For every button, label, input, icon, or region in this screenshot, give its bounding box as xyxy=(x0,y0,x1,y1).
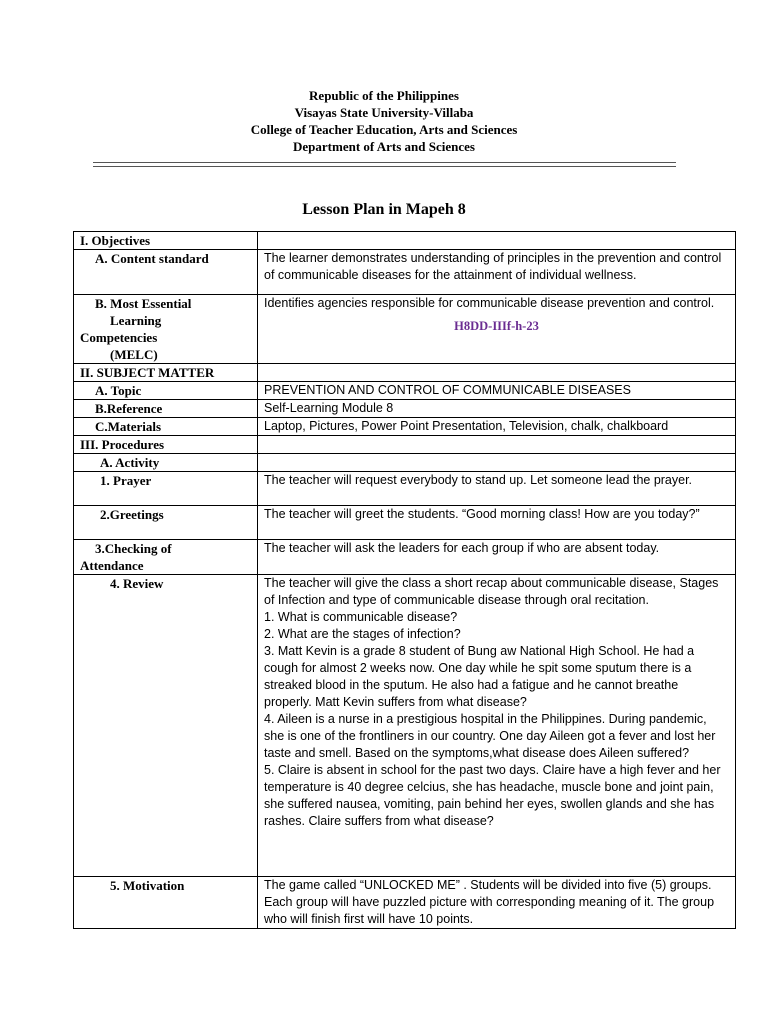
content-standard-label: A. Content standard xyxy=(74,250,258,295)
objectives-value xyxy=(258,232,736,250)
subject-matter-value xyxy=(258,364,736,382)
header-divider-top xyxy=(93,162,676,163)
table-row xyxy=(74,472,736,506)
table-row xyxy=(74,877,736,929)
header-divider-bottom xyxy=(93,166,676,167)
review-intro: The teacher will give the class a short recap about communicable disease, Stages of Infection and type of communicable disease through oral recitation. xyxy=(264,576,719,607)
topic-value: PREVENTION AND CONTROL OF COMMUNICABLE DISEASES xyxy=(258,382,736,400)
header-line-department: Department of Arts and Sciences xyxy=(293,139,475,154)
greetings-label: 2.Greetings xyxy=(74,506,258,540)
table-row xyxy=(74,454,736,472)
review-label: 4. Review xyxy=(74,575,258,877)
review-question-5: 5. Claire is absent in school for the past two days. Claire have a high fever and her temperature is 40 degree celcius, she has headache, muscle bone and joint pain, she suffered nausea, vomiting, pain behind her eyes, swollen glands and she has rashes. Claire suffers from what disease? xyxy=(264,763,721,828)
materials-value: Laptop, Pictures, Power Point Presentation, Television, chalk, chalkboard xyxy=(258,418,736,436)
header-line-republic: Republic of the Philippines xyxy=(309,88,459,103)
table-row xyxy=(74,418,736,436)
table-row xyxy=(74,400,736,418)
table-row xyxy=(74,575,736,877)
review-question-3: 3. Matt Kevin is a grade 8 student of Bung aw National High School. He had a cough for almost 2 weeks now. One day while he spit some sputum there is a streaked blood in the sputum. He also had a fatigue and he cannot breathe properly. Matt Kevin suffers from what disease? xyxy=(264,644,695,709)
table-row xyxy=(74,506,736,540)
melc-code: H8DD-IIIf-h-23 xyxy=(454,319,539,333)
melc-value: Identifies agencies responsible for communicable disease prevention and control. H8DD-IIIf-h-23 xyxy=(258,295,736,364)
attendance-value: The teacher will ask the leaders for each group if who are absent today. xyxy=(258,540,736,575)
table-row xyxy=(74,364,736,382)
table-row xyxy=(74,382,736,400)
procedures-value xyxy=(258,436,736,454)
table-row xyxy=(74,436,736,454)
page-title: Lesson Plan in Mapeh 8 xyxy=(302,201,466,218)
review-value xyxy=(258,575,736,877)
header-line-university: Visayas State University-Villaba xyxy=(294,105,474,120)
review-question-4: 4. Aileen is a nurse in a prestigious hospital in the Philippines. During pandemic, she is one of the frontliners in our country. One day Aileen got a fever and lost her taste and smell. Based on the symptoms,what disease does Aileen suffered? xyxy=(264,712,716,760)
review-question-2: 2. What are the stages of infection? xyxy=(264,627,461,641)
subject-matter-label: II. SUBJECT MATTER xyxy=(74,364,258,382)
objectives-label: I. Objectives xyxy=(74,232,258,250)
review-question-1: 1. What is communicable disease? xyxy=(264,610,458,624)
prayer-label: 1. Prayer xyxy=(74,472,258,506)
table-row xyxy=(74,250,736,295)
activity-value xyxy=(258,454,736,472)
table-row xyxy=(74,295,736,364)
lesson-plan-table xyxy=(73,231,736,929)
content-standard-value: The learner demonstrates understanding of principles in the prevention and control of communicable diseases for the attainment of individual wellness. xyxy=(258,250,736,295)
topic-label: A. Topic xyxy=(74,382,258,400)
materials-label: C.Materials xyxy=(74,418,258,436)
melc-label: B. Most Essential Learning Competencies (MELC) xyxy=(74,295,258,364)
table-row xyxy=(74,232,736,250)
table-row xyxy=(74,540,736,575)
greetings-value: The teacher will greet the students. “Good morning class! How are you today?” xyxy=(258,506,736,540)
motivation-value: The game called “UNLOCKED ME” . Students will be divided into five (5) groups. Each group will have puzzled picture with corresponding meaning of it. The group who will finish first will have 10 points. xyxy=(258,877,736,929)
motivation-label: 5. Motivation xyxy=(74,877,258,929)
reference-label: B.Reference xyxy=(74,400,258,418)
prayer-value: The teacher will request everybody to stand up. Let someone lead the prayer. xyxy=(258,472,736,506)
attendance-label: 3.Checking of Attendance xyxy=(74,540,258,575)
procedures-label: III. Procedures xyxy=(74,436,258,454)
reference-value: Self-Learning Module 8 xyxy=(258,400,736,418)
document-header xyxy=(0,87,768,155)
activity-label: A. Activity xyxy=(74,454,258,472)
header-line-college: College of Teacher Education, Arts and Sciences xyxy=(250,122,518,137)
